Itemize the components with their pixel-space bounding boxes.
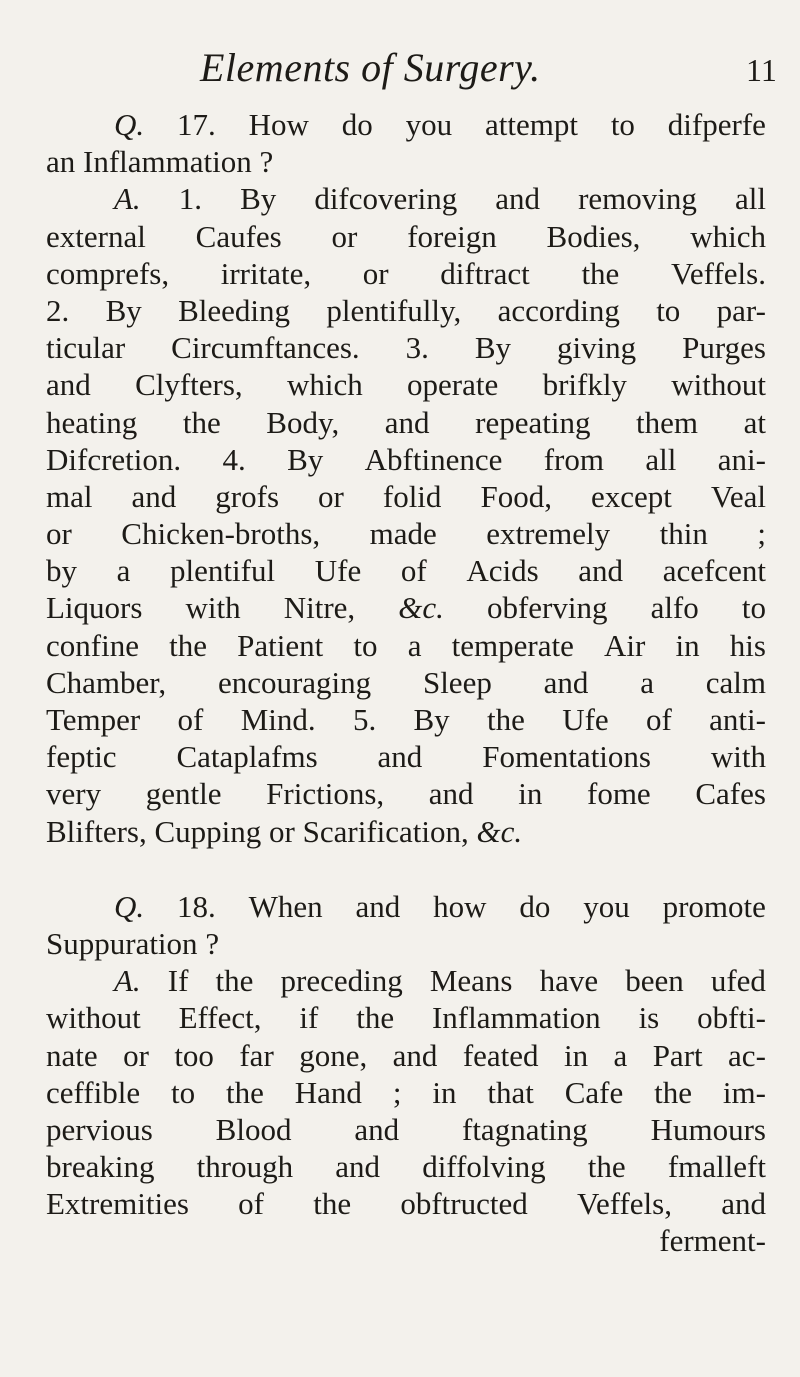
paragraph: [46, 106, 766, 850]
running-title: Elements of Surgery.: [200, 45, 541, 90]
text-line: Liquors with Nitre, &c. obferving alfo to: [46, 590, 766, 626]
text-line: heating the Body, and repeating them at: [46, 404, 766, 440]
paragraph-gap: [46, 850, 766, 888]
text-line: breaking through and diffolving the fmalleft: [46, 1149, 766, 1185]
text-line: Q. 18. When and how do you promote: [114, 888, 766, 924]
text-line: very gentle Frictions, and in fome Cafes: [46, 776, 766, 812]
page-header: [0, 44, 800, 94]
text-line: an Inflammation ?: [46, 144, 274, 180]
paragraph: [46, 888, 766, 1260]
text-line: or Chicken-broths, made extremely thin ;: [46, 516, 766, 552]
text-line: Q. 17. How do you attempt to difperfe: [114, 107, 766, 142]
text-line: 2. By Bleeding plentifully, according to par-: [46, 292, 766, 328]
text-line: and Clyfters, which operate brifkly without: [46, 367, 766, 403]
text-line: A. 1. By difcovering and removing all: [114, 181, 766, 217]
text-line: A. If the preceding Means have been ufed: [114, 963, 766, 999]
text-line: comprefs, irritate, or diftract the Veffels.: [46, 255, 766, 291]
text-line: Blifters, Cupping or Scarification, &c.: [46, 813, 523, 849]
text-line: Chamber, encouraging Sleep and a calm: [46, 664, 766, 700]
text-line: pervious Blood and ftagnating Humours: [46, 1111, 766, 1147]
text-line: feptic Cataplafms and Fomentations with: [46, 739, 766, 775]
body-text: [46, 106, 766, 1260]
text-line: Temper of Mind. 5. By the Ufe of anti-: [46, 702, 766, 737]
text-line: confine the Patient to a temperate Air in his: [46, 627, 766, 663]
text-line: Difcretion. 4. By Abftinence from all ani-: [46, 441, 766, 477]
text-line: without Effect, if the Inflammation is obfti-: [46, 1000, 766, 1036]
text-line: external Caufes or foreign Bodies, which: [46, 218, 766, 254]
text-line: ferment-: [659, 1223, 766, 1259]
text-line: nate or too far gone, and feated in a Part ac-: [46, 1037, 766, 1073]
text-line: ceffible to the Hand ; in that Cafe the im-: [46, 1074, 766, 1110]
text-line: Extremities of the obftructed Veffels, and: [46, 1186, 766, 1222]
text-line: Suppuration ?: [46, 925, 220, 961]
page-number: 11: [746, 52, 777, 88]
text-line: ticular Circumftances. 3. By giving Purges: [46, 330, 766, 366]
text-line: mal and grofs or folid Food, except Veal: [46, 478, 766, 514]
text-line: by a plentiful Ufe of Acids and acefcent: [46, 553, 766, 589]
